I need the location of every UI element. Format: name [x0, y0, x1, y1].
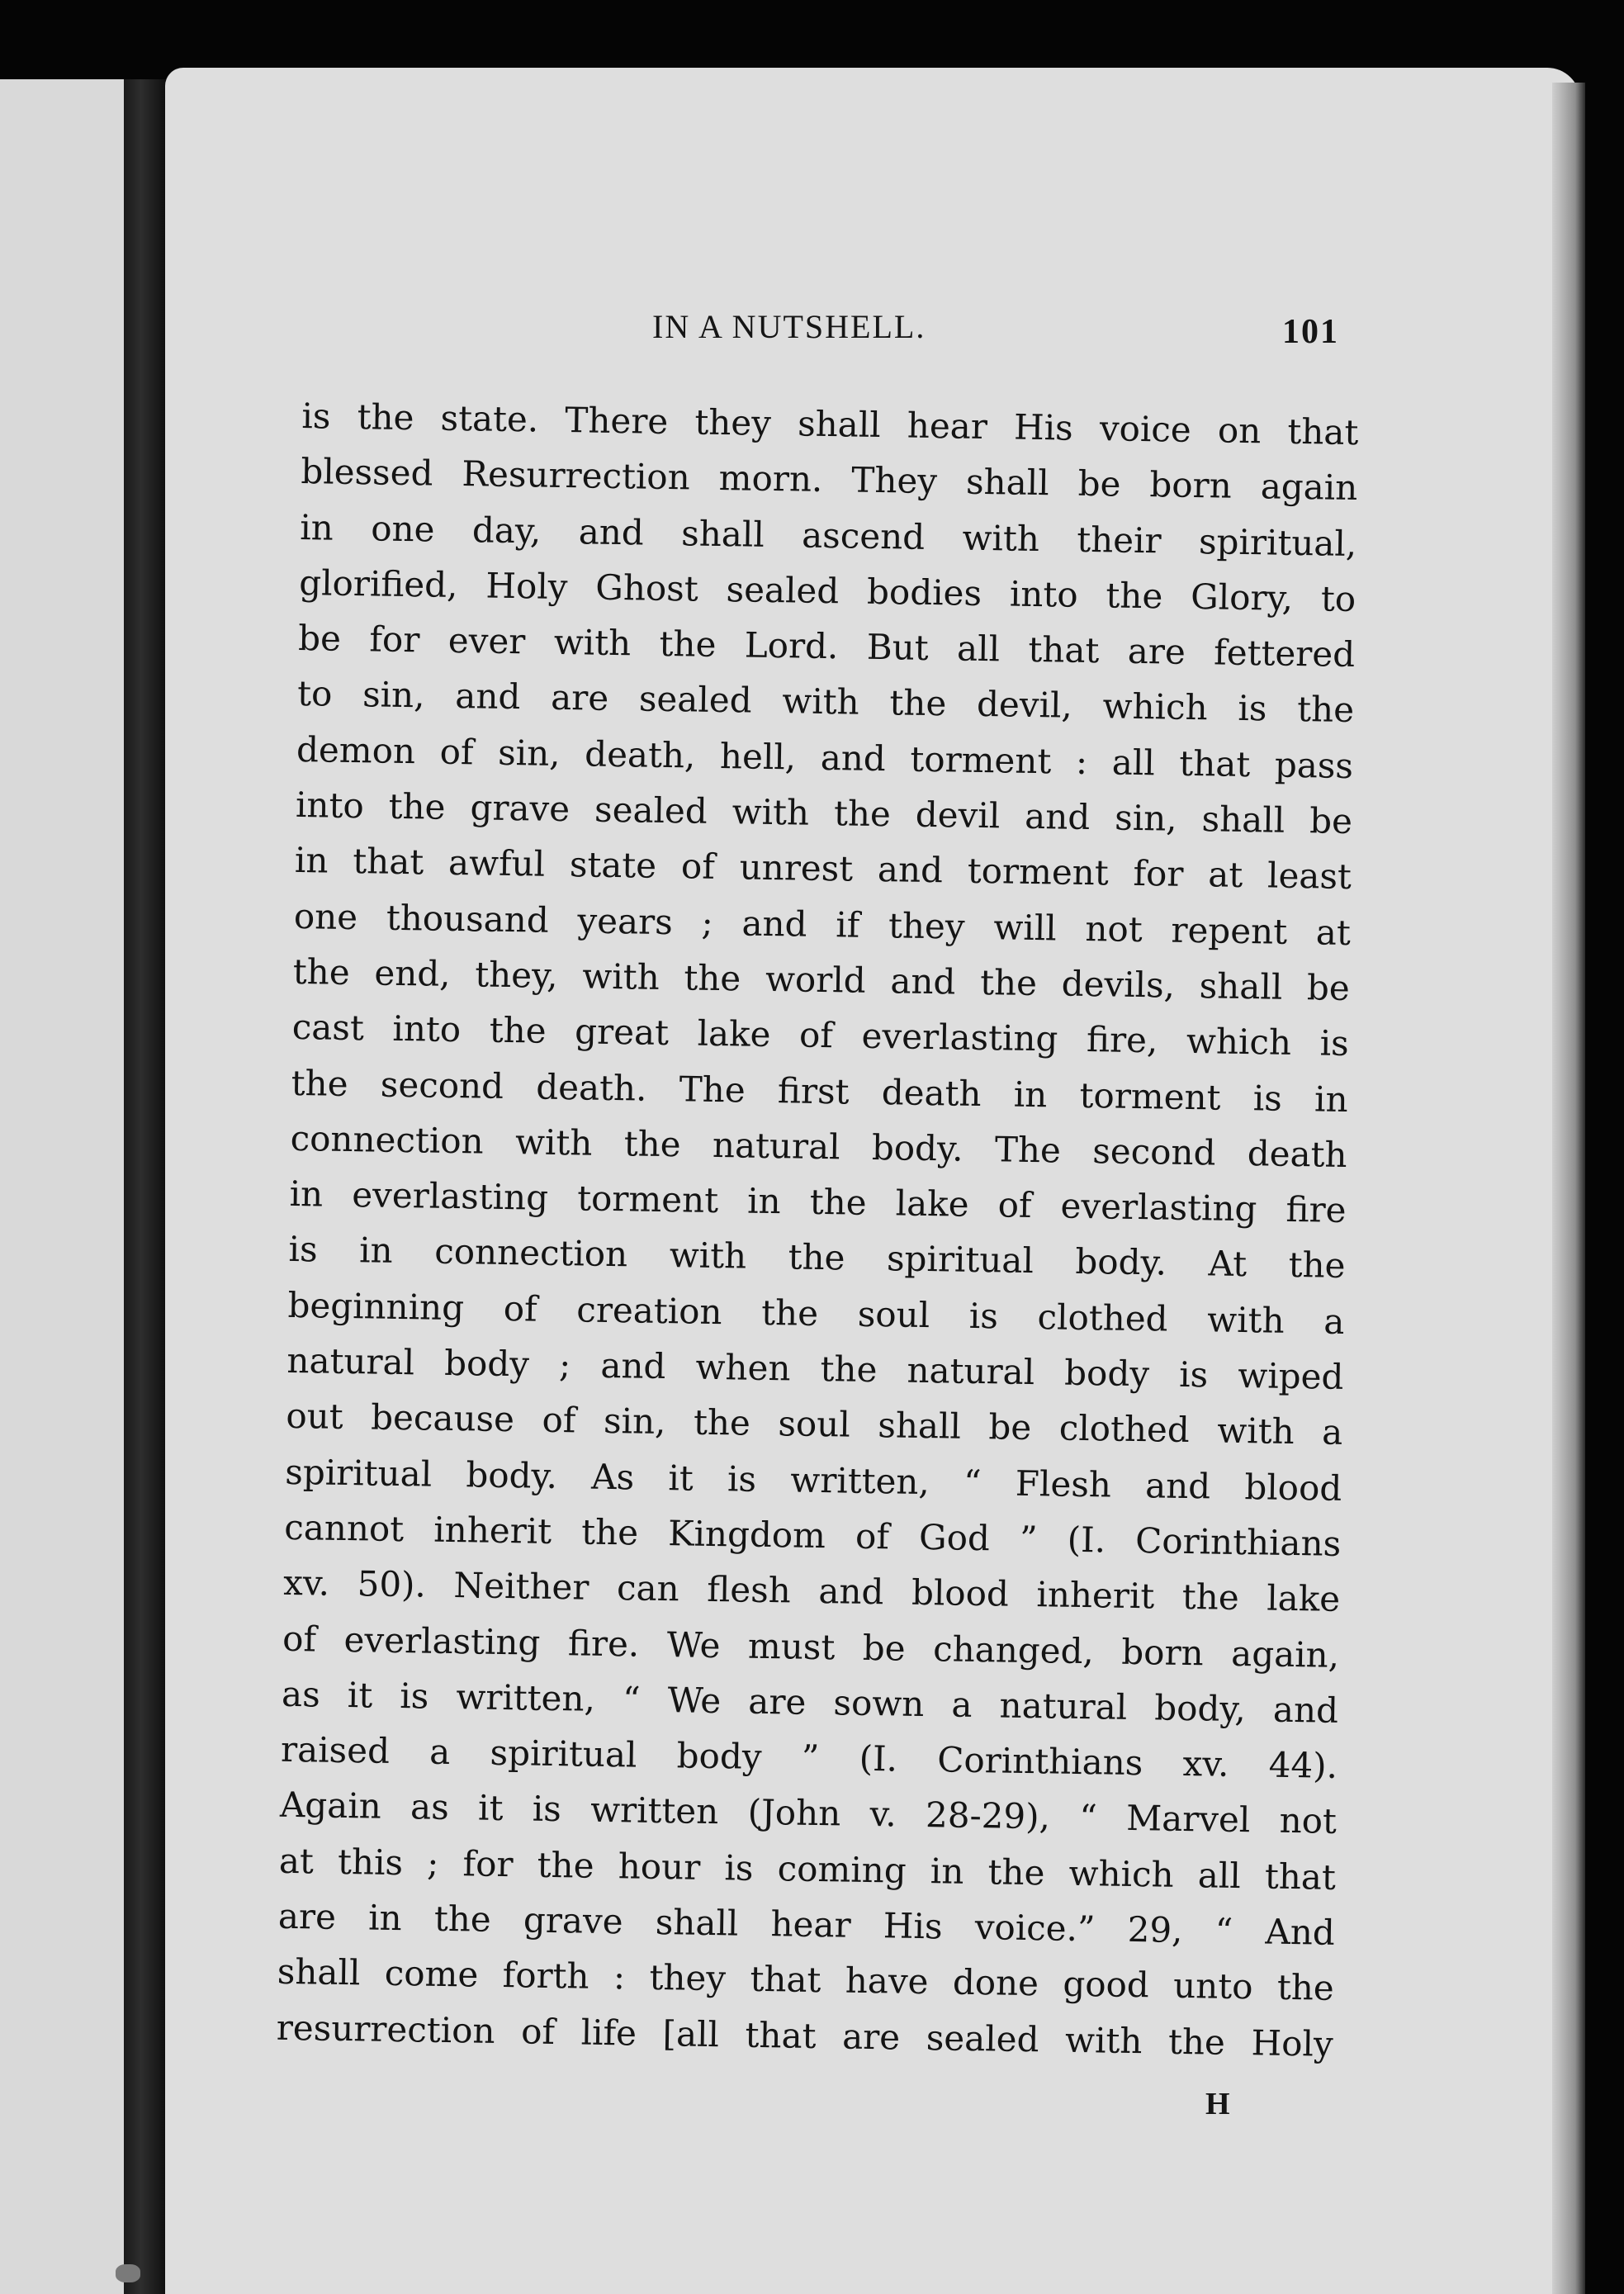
running-head: IN A NUTSHELL. [652, 308, 926, 345]
text-line: to sin, and are sealed with the devil, which is the [296, 673, 1355, 731]
text-line: at this ; for the hour is coming in the which all that [278, 1840, 1337, 1898]
text-line: are in the grave shall hear His voice.” 29, “ And [277, 1895, 1336, 1953]
text-line: in one day, and shall ascend with their spiritual, [299, 506, 1357, 564]
page-number: 101 [1282, 313, 1339, 351]
text-line: in everlasting torment in the lake of everlasting fire [289, 1173, 1347, 1231]
text-line: beginning of creation the soul is clothed with a [287, 1284, 1345, 1342]
text-line: one thousand years ; and if they will not repent at [293, 895, 1352, 953]
text-line: be for ever with the Lord. But all that are fettered [297, 618, 1356, 675]
text-line: cannot inherit the Kingdom of God ” (I. Corinthians [283, 1506, 1342, 1564]
text-line: the second death. The first death in torment is in [291, 1062, 1349, 1120]
text-line: demon of sin, death, hell, and torment : all that pass [296, 728, 1354, 786]
text-line: shall come forth : they that have done good unto the [277, 1951, 1335, 2009]
text-line: natural body ; and when the natural body is wiped [286, 1339, 1344, 1398]
book-gutter [124, 79, 167, 2294]
text-line: connection with the natural body. The second death [290, 1117, 1347, 1175]
text-line: is in connection with the spiritual body. At the [288, 1229, 1346, 1287]
text-line: the end, they, with the world and the devils, shall be [292, 950, 1351, 1008]
text-line: blessed Resurrection morn. They shall be born again [301, 451, 1358, 509]
text-line: into the grave sealed with the devil and sin, shall be [295, 784, 1353, 842]
signature-mark: H [1205, 2087, 1230, 2121]
text-line: resurrection of life [all that are sealed with the Holy [276, 2007, 1334, 2064]
text-line: spiritual body. As it is written, “ Flesh and blood [285, 1451, 1342, 1509]
page-edge-shadow [1552, 83, 1585, 2294]
text-line: is the state. There they shall hear His voice on that [301, 395, 1359, 453]
body-text [276, 388, 1359, 2072]
text-line: in that awful state of unrest and torment for at least [294, 840, 1352, 898]
text-line: cast into the great lake of everlasting fire, which is [291, 1007, 1350, 1064]
text-line: Again as it is written (John v. 28-29), “ Marvel not [279, 1784, 1338, 1842]
text-line: raised a spiritual body ” (I. Corinthians xv. 44). [280, 1728, 1338, 1787]
text-line: of everlasting fire. We must be changed, born again, [282, 1618, 1340, 1675]
text-line: glorified, Holy Ghost sealed bodies into the Glory, to [298, 562, 1356, 619]
scan-artifact [116, 2264, 140, 2282]
text-line: out because of sin, the soul shall be clothed with a [286, 1396, 1343, 1453]
previous-page-edge [0, 79, 139, 2294]
text-line: as it is written, “ We are sown a natural body, and [281, 1673, 1339, 1731]
text-line: xv. 50). Neither can flesh and blood inherit the lake [282, 1562, 1341, 1620]
